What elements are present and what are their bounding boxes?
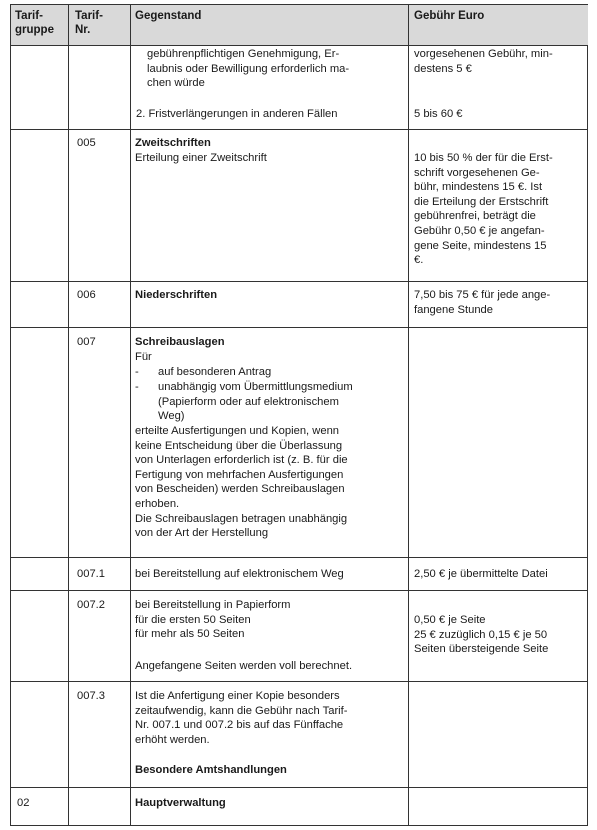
column-divider (130, 5, 131, 825)
continued-gebuehr (414, 47, 553, 76)
header-divider (11, 45, 587, 46)
elektronisch-gebuehr: 2,50 € je übermittelte Datei (414, 568, 548, 580)
text-line: von Unterlagen erforderlich ist (z. B. für die (135, 454, 348, 467)
text-line: (Papierform oder auf elektronischem (158, 395, 339, 408)
text-line: für die ersten 50 Seiten (135, 613, 251, 626)
schreibauslagen-text (135, 424, 348, 541)
item-fristverlaengerungen: 2. Fristverlängerungen in anderen Fällen (136, 108, 338, 120)
column-divider (68, 5, 69, 825)
text-line: bühr, mindestens 15 €. Ist (414, 181, 543, 194)
papierform-text (135, 598, 290, 642)
bullet-dash: - (135, 366, 139, 378)
row-divider (11, 590, 587, 591)
besondere-amtshandlungen: Besondere Amtshandlungen (135, 764, 287, 776)
text-line: zeitaufwendig, kann die Gebühr nach Tarif- (135, 704, 348, 717)
text-line: €. (414, 254, 424, 267)
text-line: 10 bis 50 % der für die Erst- (414, 152, 553, 164)
text-line: schrift vorgesehenen Ge- (414, 166, 540, 179)
header-gebuehr: Gebühr Euro (414, 10, 485, 22)
text-line: bei Bereitstellung in Papierform (135, 599, 291, 611)
text-line: Nr. 007.1 und 007.2 bis auf das Fünffache (135, 719, 344, 732)
header-text: gruppe (15, 24, 54, 36)
row-divider (11, 327, 587, 328)
hauptverwaltung-title: Hauptverwaltung (135, 797, 226, 809)
text-line: 0,50 € je Seite (414, 614, 486, 626)
text-line: unabhängig vom Übermittlungsmedium (158, 381, 353, 393)
zweitschriften-title: Zweitschriften (135, 137, 211, 149)
row-divider (11, 787, 587, 788)
text-line: fangene Stunde (414, 303, 494, 316)
text-line: gene Seite, mindestens 15 (414, 239, 547, 252)
text-line: Ist die Anfertigung einer Kopie besonders (135, 690, 340, 702)
header-tarif-nr (75, 9, 103, 37)
text-line: für mehr als 50 Seiten (135, 628, 245, 641)
niederschriften-title: Niederschriften (135, 289, 218, 301)
header-gegenstand: Gegenstand (135, 10, 202, 22)
tarif-nr-005: 005 (77, 137, 96, 149)
text-line: 25 € zuzüglich 0,15 € je 50 (414, 628, 548, 641)
text-line: laubnis oder Bewilligung erforderlich ma- (147, 62, 350, 75)
tarif-nr-007-1: 007.1 (77, 568, 105, 580)
tarif-nr-007-2: 007.2 (77, 599, 105, 611)
tarifgruppe-02: 02 (17, 797, 30, 809)
row-divider (11, 129, 587, 130)
text-line: erhoben. (135, 497, 180, 510)
tarif-nr-007-3: 007.3 (77, 690, 105, 702)
elektronisch-text: bei Bereitstellung auf elektronischem Weg (135, 568, 344, 580)
papierform-note: Angefangene Seiten werden voll berechnet. (135, 660, 353, 672)
niederschriften-gebuehr (414, 288, 550, 317)
header-text: Tarif- (15, 10, 43, 22)
text-line: Weg) (158, 410, 185, 423)
text-line: Fertigung von mehrfachen Ausfertigungen (135, 468, 344, 481)
text-line: von Bescheiden) werden Schreibauslagen (135, 483, 345, 496)
text-line: erhöht werden. (135, 733, 210, 746)
bullet-medium (158, 380, 353, 424)
kopie-text (135, 689, 348, 747)
tarif-nr-006: 006 (77, 289, 96, 301)
text-line: gebührenpflichtigen Genehmigung, Er- (147, 48, 340, 60)
bullet-antrag: auf besonderen Antrag (158, 366, 272, 378)
text-line: gebührenfrei, beträgt die (414, 210, 536, 223)
text-line: von der Art der Herstellung (135, 527, 269, 540)
header-text: Nr. (75, 24, 91, 36)
text-line: 7,50 bis 75 € für jede ange- (414, 289, 551, 301)
text-line: erteilte Ausfertigungen und Kopien, wenn (135, 425, 340, 437)
column-divider (408, 5, 409, 825)
text-line: keine Entscheidung über die Überlassung (135, 439, 343, 452)
bullet-dash: - (135, 381, 139, 393)
schreibauslagen-title: Schreibauslagen (135, 336, 225, 348)
item-fristverlaengerungen-gebuehr: 5 bis 60 € (414, 108, 463, 120)
text-line: Die Schreibauslagen betragen unabhängig (135, 512, 348, 525)
text-line: Seiten übersteigende Seite (414, 643, 549, 656)
row-divider (11, 681, 587, 682)
header-text: Tarif- (75, 10, 103, 22)
row-divider (11, 557, 587, 558)
schreibauslagen-fuer: Für (135, 351, 152, 363)
tarif-nr-007: 007 (77, 336, 96, 348)
text-line: chen würde (147, 77, 205, 90)
row-divider (11, 281, 587, 282)
text-line: vorgesehenen Gebühr, min- (414, 48, 553, 60)
text-line: die Erteilung der Erstschrift (414, 195, 549, 208)
papierform-gebuehr (414, 613, 548, 657)
text-line: destens 5 € (414, 62, 472, 75)
text-line: Gebühr 0,50 € je angefan- (414, 224, 545, 237)
header-tarifgruppe (15, 9, 54, 37)
zweitschriften-gebuehr (414, 151, 553, 268)
continued-gegenstand (147, 47, 349, 91)
fee-table (10, 4, 588, 826)
zweitschriften-text: Erteilung einer Zweitschrift (135, 152, 267, 164)
